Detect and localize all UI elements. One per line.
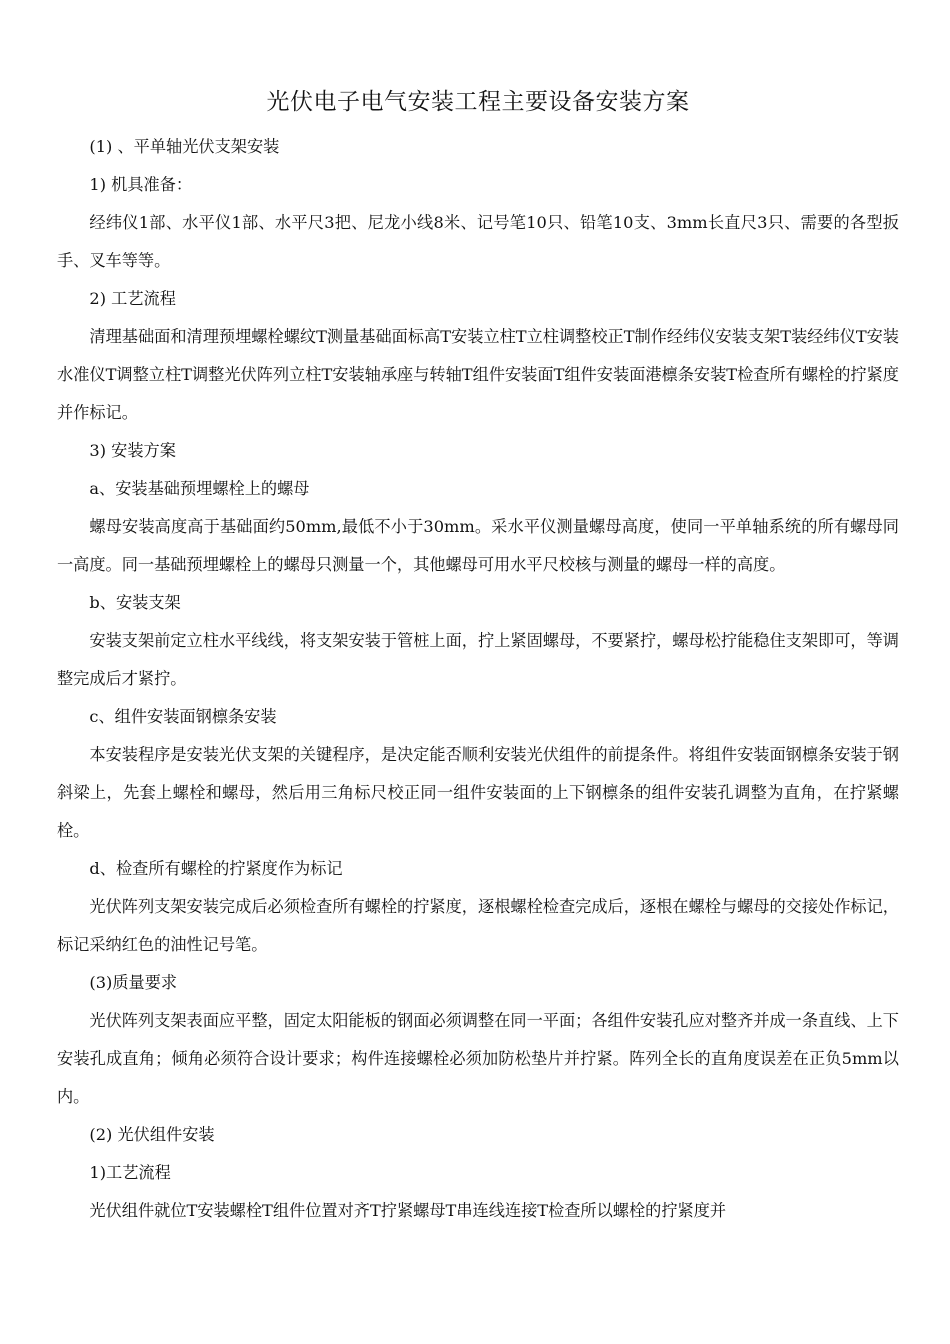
paragraph-d: 光伏阵列支架安装完成后必须检查所有螺栓的拧紧度，逐根螺栓检查完成后，逐根在螺栓与螺母的交接处作标记，标记采纳红色的油性记号笔。 [57, 897, 899, 954]
paragraph-c: 本安装程序是安装光伏支架的关键程序，是决定能否顺利安装光伏组件的前提条件。将组件安装面钢檩条安装于钢斜梁上，先套上螺栓和螺母，然后用三角标尺校正同一组件安装面的上下钢檩条的组件安装孔调整为直角，在拧紧螺栓。 [57, 745, 899, 840]
paragraph-tools: 经纬仪1部、水平仪1部、水平尺3把、尼龙小线8米、记号笔10只、铅笔10支、3mm长直尺3只、需要的各型扳手、叉车等等。 [57, 213, 899, 270]
paragraph-quality: 光伏阵列支架表面应平整，固定太阳能板的钢面必须调整在同一平面；各组件安装孔应对整齐并成一条直线、上下安装孔成直角；倾角必须符合设计要求；构件连接螺栓必须加防松垫片并拧紧。阵列全长的直角度误差在正负5mm以内。 [57, 1011, 899, 1106]
subsection-heading-tools: 1) 机具准备： [89, 175, 193, 194]
item-heading-b: b、安装支架 [89, 593, 181, 612]
paragraph-b: 安装支架前定立柱水平线线，将支架安装于管桩上面，拧上紧固螺母，不要紧拧，螺母松拧能稳住支架即可，等调整完成后才紧拧。 [57, 631, 899, 688]
subsection-heading-plan: 3) 安装方案 [89, 441, 176, 460]
subsection-heading-process: 2) 工艺流程 [89, 289, 176, 308]
item-heading-a: a、安装基础预埋螺栓上的螺母 [89, 479, 310, 498]
item-heading-c: c、组件安装面钢檩条安装 [89, 707, 277, 726]
document-page [57, 84, 899, 1230]
paragraph-process: 清理基础面和清理预埋螺栓螺纹T测量基础面标高T安装立柱T立柱调整校正T制作经纬仪安装支架T装经纬仪T安装水准仪T调整立柱T调整光伏阵列立柱T安装轴承座与转轴T组件安装面T组件安装面港檩条安装T检查所有螺栓的拧紧度并作标记。 [57, 327, 899, 422]
section-heading-1: (1) 、平单轴光伏支架安装 [89, 137, 280, 156]
paragraph-module-process: 光伏组件就位T安装螺栓T组件位置对齐T拧紧螺母T串连线连接T检查所以螺栓的拧紧度并 [89, 1201, 727, 1220]
section-heading-2: (2) 光伏组件安装 [89, 1125, 215, 1144]
paragraph-a: 螺母安装高度高于基础面约50mm,最低不小于30mm。采水平仪测量螺母高度，使同一平单轴系统的所有螺母同一高度。同一基础预埋螺栓上的螺母只测量一个，其他螺母可用水平尺校核与测量的螺母一样的高度。 [57, 517, 899, 574]
item-heading-d: d、检查所有螺栓的拧紧度作为标记 [89, 859, 343, 878]
document-title: 光伏电子电气安装工程主要设备安装方案 [266, 89, 690, 115]
subsection-heading-quality: (3)质量要求 [89, 973, 178, 992]
subsection-heading-module-process: 1)工艺流程 [89, 1163, 171, 1182]
